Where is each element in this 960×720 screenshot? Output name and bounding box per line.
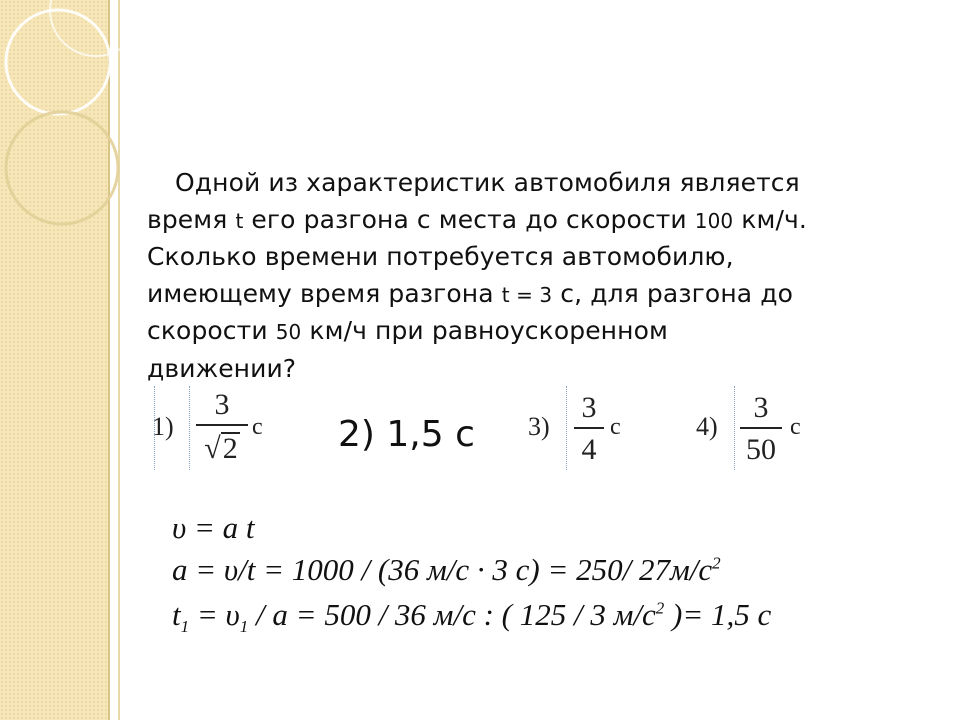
problem-line-text: время xyxy=(147,204,236,234)
sqrt-symbol: √ xyxy=(204,432,221,465)
problem-line-text: Одной из характеристик автомобиля является xyxy=(175,168,800,197)
problem-line xyxy=(147,165,917,202)
option-1-fraction xyxy=(196,390,248,464)
fraction-denominator: 4 xyxy=(581,433,597,466)
solution-line xyxy=(172,510,255,546)
problem-text xyxy=(147,165,917,387)
fraction-denominator xyxy=(196,432,248,464)
fraction-numerator: 3 xyxy=(753,391,769,424)
option-bracket xyxy=(566,386,567,470)
exponent: 2 xyxy=(712,553,721,573)
problem-line xyxy=(147,351,917,388)
option-4-fraction xyxy=(740,393,782,465)
solution-line xyxy=(172,552,721,588)
speed-value: 100 xyxy=(694,208,734,233)
option-4-unit: с xyxy=(790,414,801,440)
speed-value: 50 xyxy=(275,320,302,344)
formula-text: )= 1,5 с xyxy=(664,597,772,632)
fraction-numerator: 3 xyxy=(214,388,230,421)
formula-text: υ = a t xyxy=(172,510,255,545)
exponent: 2 xyxy=(655,598,665,618)
problem-line-text: скорости xyxy=(147,316,276,345)
formula-text: / a = 500 / 36 м/с : ( 125 / 3 м/с xyxy=(248,597,656,632)
problem-line-text: Сколько времени потребуется автомобилю, xyxy=(147,242,734,271)
subscript: 1 xyxy=(180,617,190,637)
problem-line-text: км/ч. xyxy=(733,204,807,234)
decorative-circles xyxy=(0,0,160,260)
fraction-bar xyxy=(574,427,604,429)
time-value: t = 3 xyxy=(501,282,553,307)
formula-text: = υ xyxy=(189,597,240,632)
formula-text: t xyxy=(172,597,181,632)
problem-line xyxy=(147,239,917,276)
fraction-bar xyxy=(740,427,782,429)
radicand: 2 xyxy=(222,432,238,465)
correct-answer: 2) 1,5 с xyxy=(338,414,475,455)
problem-line xyxy=(147,313,917,351)
solution-line xyxy=(172,597,771,637)
time-symbol: t xyxy=(235,208,244,233)
problem-line xyxy=(147,202,917,240)
problem-line-text: движении? xyxy=(147,353,297,383)
fraction-numerator: 3 xyxy=(581,391,597,424)
fraction-denominator: 50 xyxy=(746,433,776,466)
problem-line-text: км/ч при равноускоренном xyxy=(301,316,668,345)
option-bracket xyxy=(734,386,735,470)
problem-line-text: его разгона с места до скорости xyxy=(243,204,695,234)
problem-line-text: имеющему время разгона xyxy=(147,278,502,308)
option-3-unit: с xyxy=(610,414,621,440)
subscript: 1 xyxy=(239,617,249,637)
option-4-number: 4) xyxy=(696,412,718,441)
formula-text: a = υ/t = 1000 / (36 м/с · 3 с) = 250/ 27м/с xyxy=(172,552,713,587)
fraction-bar xyxy=(196,424,248,426)
option-3-fraction xyxy=(574,393,604,465)
problem-line-text: с, для разгона до xyxy=(552,278,794,308)
option-3-number: 3) xyxy=(528,412,550,441)
option-1-number: 1) xyxy=(152,412,174,441)
option-1-unit: с xyxy=(252,414,263,440)
problem-line xyxy=(147,276,917,314)
